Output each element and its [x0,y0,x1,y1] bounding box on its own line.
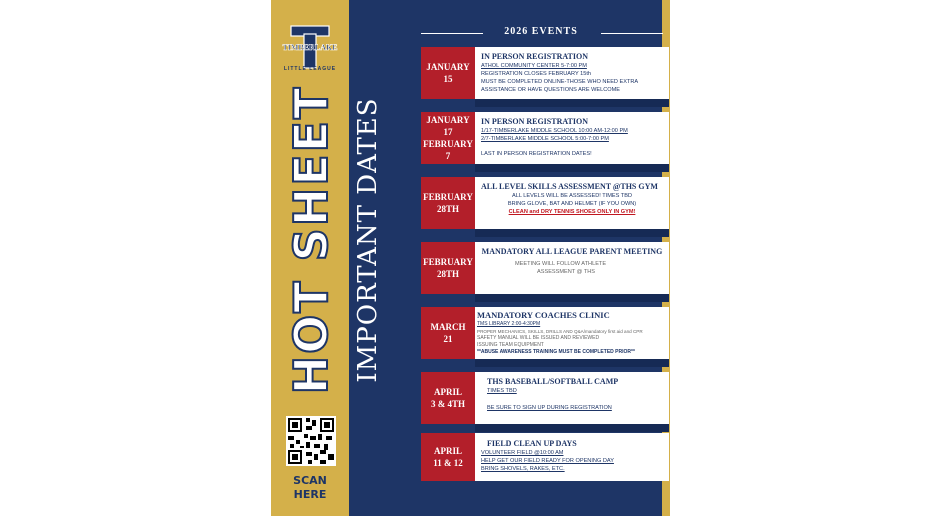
event-details [475,177,669,229]
event-title: MANDATORY COACHES CLINIC [477,310,610,320]
event-title: THS BASEBALL/SOFTBALL CAMP [487,377,619,386]
event-title: FIELD CLEAN UP DAYS [487,439,577,448]
event-line: REGISTRATION CLOSES FEBRUARY 15th [481,71,592,77]
event-line: TIMES TBD [487,388,517,394]
flyer [271,0,670,516]
event-shadow [475,164,669,172]
event-details [475,433,669,481]
event-title: IN PERSON REGISTRATION [481,52,588,61]
event-line: BRING GLOVE, BAT AND HELMET (IF YOU OWN) [507,201,637,207]
event-line: ALL LEVELS WILL BE ASSESSED! TIMES TBD [511,193,632,199]
event-line: 1/17-TIMBERLAKE MIDDLE SCHOOL 10:00 AM-12:00 PM [481,128,628,134]
event-date: APRIL 3 & 4TH [421,372,475,424]
event-details [475,47,669,99]
event-details [475,372,669,424]
event-line: VOLUNTEER FIELD @10:00 AM [481,450,564,456]
event-line: SAFETY MANUAL WILL BE ISSUED AND REVIEWED [477,335,600,341]
event-line: HELP GET OUR FIELD READY FOR OPENING DAY [481,458,614,464]
event-title: ALL LEVEL SKILLS ASSESSMENT @THS GYM [481,182,658,191]
event-shadow [475,424,669,432]
event-shadow [475,99,669,107]
event-line: **ABUSE AWARENESS TRAINING MUST BE COMPLETED PRIOR** [477,349,635,355]
event-date: JANUARY 17 FEBRUARY 7 [421,112,475,164]
event-line: PROPER MECHANICS, SKILLS, DRILLS AND Q&A/mandatory first aid and CPR [477,329,643,334]
event-shadow [475,294,669,302]
scan-line-1: SCAN [293,474,327,487]
event-line: ATHOL COMMUNITY CENTER 5-7:00 PM [481,63,587,69]
qr-code-icon[interactable] [286,416,336,466]
event-date: JANUARY 15 [421,47,475,99]
event-date: MARCH 21 [421,307,475,359]
event-line: ASSISTANCE OR HAVE QUESTIONS ARE WELCOME [481,87,621,93]
scan-line-2: HERE [293,488,327,501]
event-line: MEETING WILL FOLLOW ATHLETE [515,261,607,267]
event-line: MUST BE COMPLETED ONLINE-THOSE WHO NEED EXTRA [481,79,639,85]
svg-text:TIMBERLAKE: TIMBERLAKE [282,43,338,52]
important-dates-title: IMPORTANT DATES [353,97,383,383]
event-line: LAST IN PERSON REGISTRATION DATES! [481,151,592,157]
logo-subtext: LITTLE LEAGUE [283,66,337,72]
event-details [475,307,669,359]
event-date: FEBRUARY 28TH [421,242,475,294]
event-title: IN PERSON REGISTRATION [481,117,588,126]
event-line: BRING SHOVELS, RAKES, ETC. [481,466,565,472]
event-date: APRIL 11 & 12 [421,433,475,481]
event-shadow [475,229,669,237]
event-line: TMS LIBRARY 2:00-4:30PM [477,321,541,327]
hot-sheet-title: HOT SHEET [284,85,338,395]
event-line: 2/7-TIMBERLAKE MIDDLE SCHOOL 5:00-7:00 PM [481,136,609,142]
event-details [475,112,669,164]
event-line: ISSUING TEAM EQUIPMENT [477,342,544,348]
event-line: BE SURE TO SIGN UP DURING REGISTRATION [487,405,612,411]
events-header: 2026 EVENTS [504,26,578,37]
event-date: FEBRUARY 28TH [421,177,475,229]
event-details [475,242,669,294]
event-title: MANDATORY ALL LEAGUE PARENT MEETING [481,247,663,256]
scan-here-label [271,474,349,502]
event-line: CLEAN and DRY TENNIS SHOES ONLY IN GYM! [508,209,636,215]
gold-sidebar [271,0,349,516]
event-line: ASSESSMENT @ THS [537,269,596,275]
event-shadow [475,359,669,367]
